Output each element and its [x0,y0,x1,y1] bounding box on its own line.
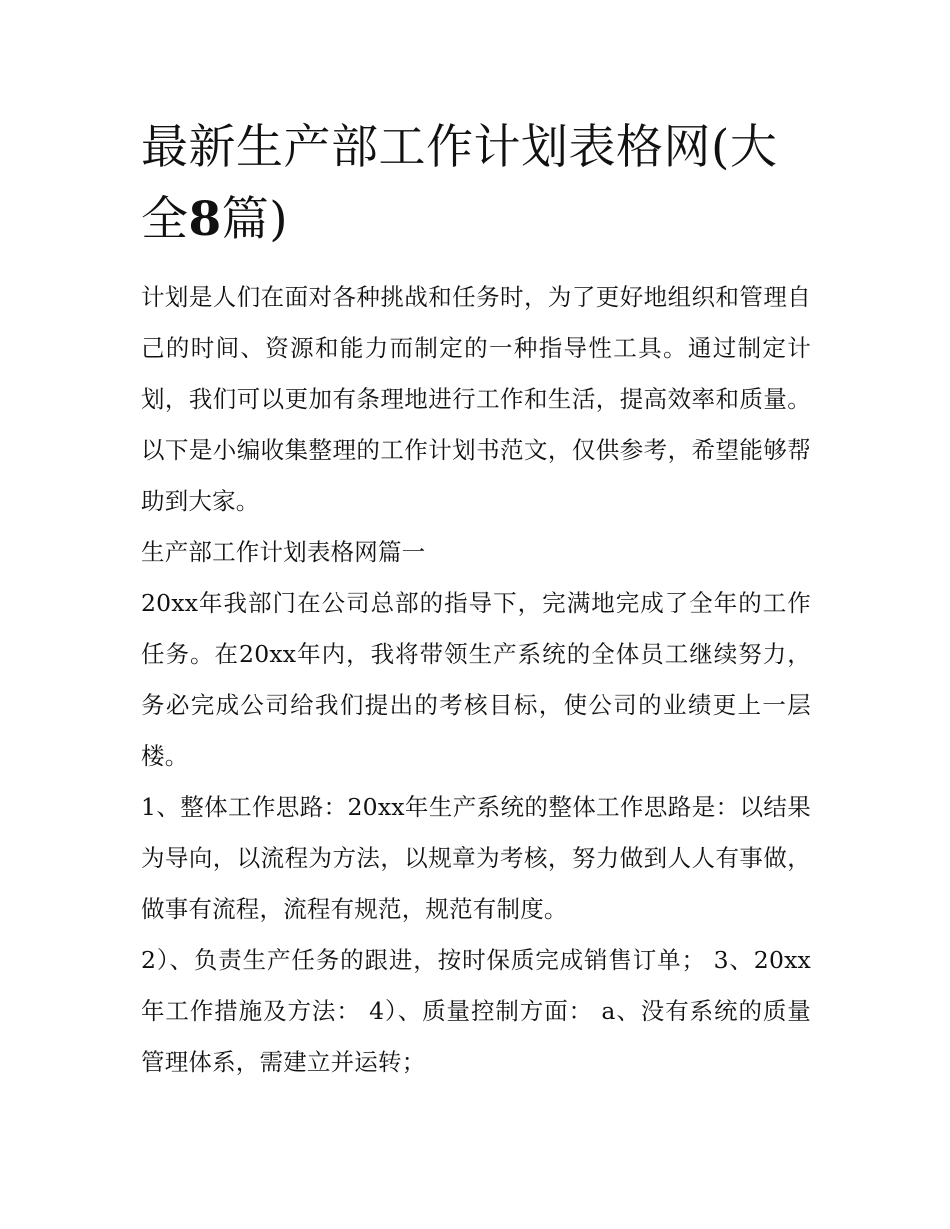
body-paragraph: 2）、负责生产任务的跟进，按时保质完成销售订单； 3、20xx年工作措施及方法： 4）、质量控制方面： a、没有系统的质量管理体系，需建立并运转； [141,946,811,1076]
title-text: 最新生产部工作计划表格网(大全 [141,120,778,247]
section-heading: 生产部工作计划表格网篇一 [141,538,426,566]
document-title [141,112,811,256]
title-suffix: 篇) [221,192,289,247]
title-number: 8 [188,192,222,247]
intro-paragraph: 计划是人们在面对各种挑战和任务时，为了更好地组织和管理自己的时间、资源和能力而制定的一种指导性工具。通过制定计划，我们可以更加有条理地进行工作和生活，提高效率和质量。以下是小编收集整理的工作计划书范文，仅供参考，希望能够帮助到大家。 [141,283,811,515]
document-content [141,112,811,1088]
body-paragraph: 20xx年我部门在公司总部的指导下，完满地完成了全年的工作任务。在20xx年内，我将带领生产系统的全体员工继续努力，务必完成公司给我们提出的考核目标，使公司的业绩更上一层楼。 [141,589,811,770]
document-body [141,272,811,1088]
body-paragraph: 1、整体工作思路：20xx年生产系统的整体工作思路是：以结果为导向，以流程为方法，以规章为考核，努力做到人人有事做，做事有流程，流程有规范，规范有制度。 [141,793,811,923]
